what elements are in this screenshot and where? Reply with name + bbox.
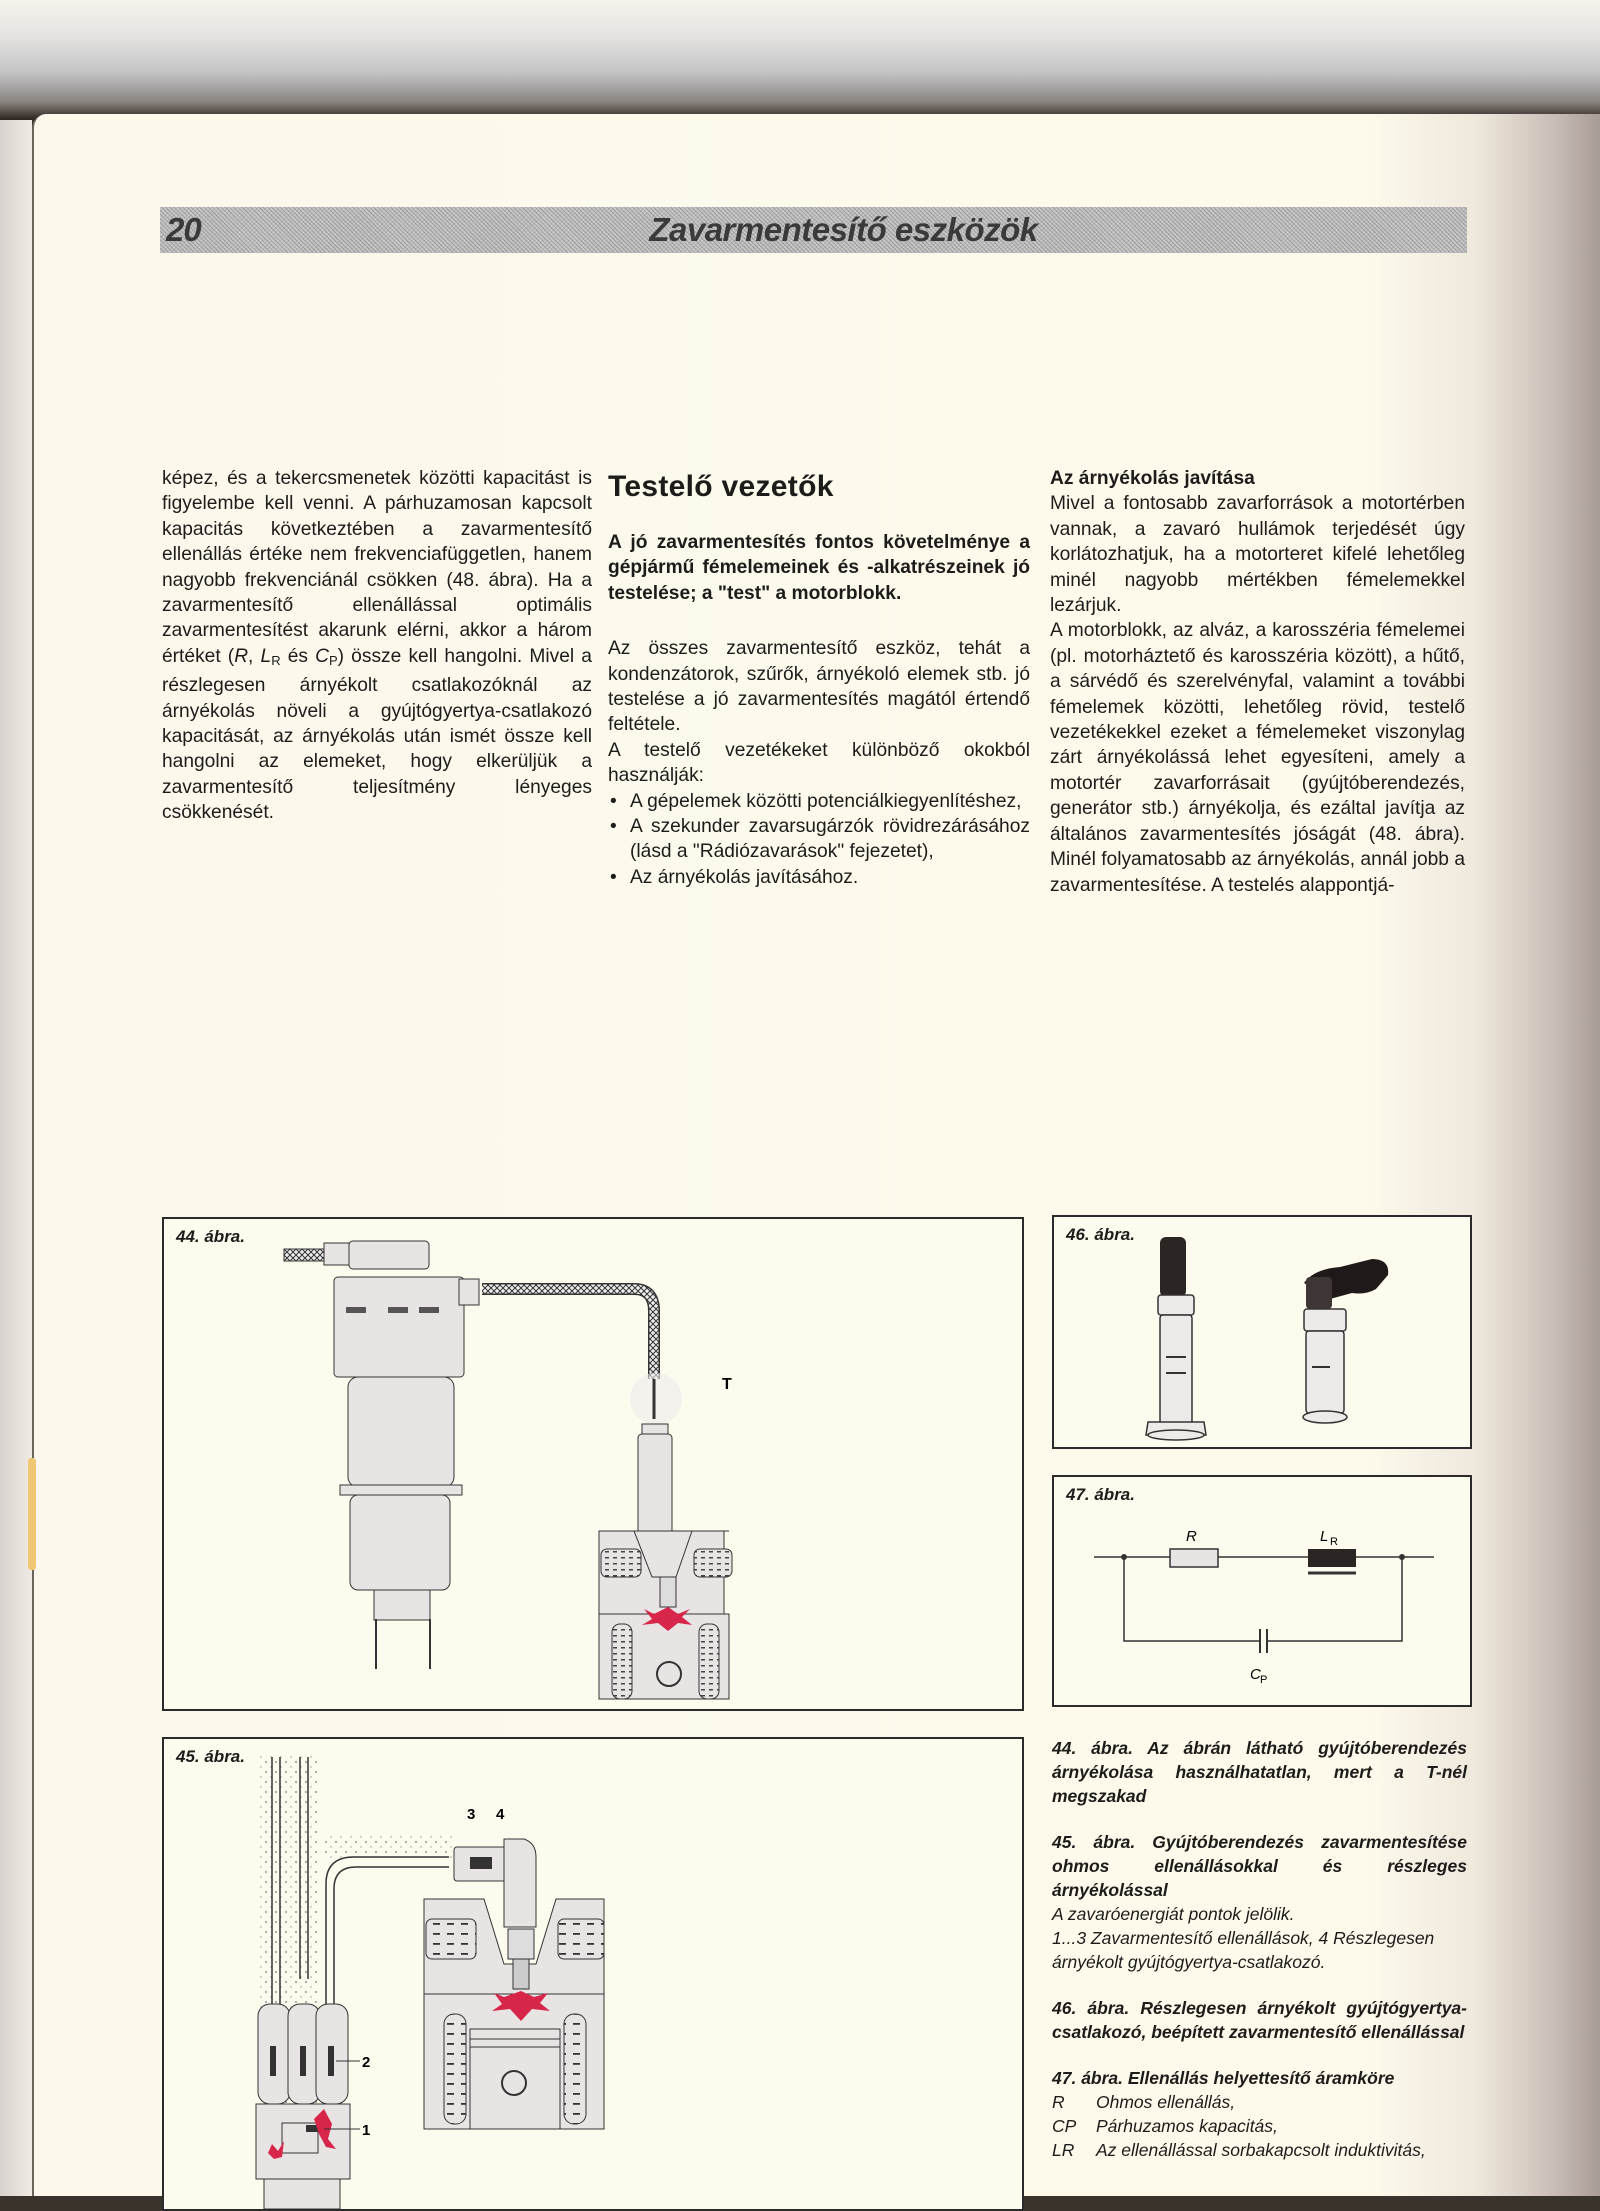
legend-symbol: LR [1052, 2140, 1075, 2160]
suppression-resistors-illustration [164, 1739, 1022, 2209]
figure-label: 45. ábra. [176, 1747, 245, 1766]
marker-t-label: T [722, 1376, 732, 1393]
legend-row [1052, 2114, 1467, 2138]
marker-4: 4 [496, 1806, 505, 1823]
figure-label: 46. ábra. [1066, 1225, 1135, 1244]
section-heading: Testelő vezetők [608, 470, 834, 503]
legend-text: Párhuzamos kapacitás, [1096, 2116, 1278, 2136]
bullet-item: • A szekunder zavarsugárzók rövidrezárásához (lásd a "Rádiózavarások" fejezetet), [608, 814, 1030, 865]
caption-46 [1052, 1996, 1467, 2044]
caption-title: 46. ábra. Részlegesen árnyékolt gyújtógyertya-csatlakozó, beépített zavarmentesítő ellenállással [1052, 1998, 1467, 2042]
text-column-3 [1050, 466, 1465, 898]
caption-47 [1052, 2066, 1467, 2162]
body-paragraph: Az összes zavarmentesítő eszköz, tehát a kondenzátorok, szűrők, árnyékoló elemek stb. jó testelése a jó zavarmentesítés magától értendő feltétele. [608, 638, 1030, 736]
symbol-r: R [234, 645, 249, 667]
caption-note: 1...3 Zavarmentesítő ellenállások, 4 Részlegesen árnyékolt gyújtógyertya-csatlakozó. [1052, 1928, 1435, 1972]
caption-44 [1052, 1736, 1467, 1808]
figure-45 [162, 1737, 1024, 2211]
caption-note: A zavaróenergiát pontok jelölik. [1052, 1904, 1295, 1924]
label-l-sub: R [1330, 1536, 1338, 1548]
legend-text: Ohmos ellenállás, [1096, 2092, 1236, 2112]
symbol-c: C [315, 645, 329, 667]
legend-text: Az ellenállással sorbakapcsolt induktivitás, [1096, 2140, 1426, 2160]
label-r: R [1186, 1528, 1197, 1545]
label-l: L [1320, 1528, 1329, 1545]
equivalent-circuit-diagram [1054, 1477, 1470, 1705]
bullet-item: • Az árnyékolás javításához. [608, 865, 1030, 890]
bullet-list [608, 789, 1030, 891]
subscript-r: R [271, 652, 281, 668]
legend-row [1052, 2090, 1467, 2114]
separator: és [280, 645, 316, 667]
body-paragraph: A motorblokk, az alváz, a karosszéria fémelemei (pl. motorháztető és karosszéria között), a hűtő, a sárvédő és szerelvényfal, valamint a további fémelemek közötti, lehetőleg rövid, testelő vezetékekkel ezeket a fémelemeket viszonylag zárt árnyékolássá lehet egyesíteni, amely a motortér zavarforrásait (gyújtóberendezés, generátor stb.) árnyékolja, és ezáltal javítja az általános zavarmentesítés jóságát (48. ábra). Minél folyamatosabb az árnyékolás, annál jobb a zavarmentesítése. A testelés alappontjá- [1050, 620, 1465, 896]
marker-3: 3 [467, 1806, 476, 1823]
subscript-p: P [328, 652, 338, 668]
figure-captions [1052, 1736, 1467, 2184]
figure-47 [1052, 1475, 1472, 1707]
caption-title: 47. ábra. Ellenállás helyettesítő áramköre [1052, 2068, 1395, 2088]
figure-46 [1052, 1215, 1472, 1449]
legend-symbol: CP [1052, 2116, 1077, 2136]
caption-title: 44. ábra. Az ábrán látható gyújtóberendezés árnyékolása használhatatlan, mert a T-nél megszakad [1052, 1738, 1467, 1806]
marker-2: 2 [362, 2054, 371, 2071]
figure-44 [162, 1217, 1024, 1711]
text-column-1 [162, 466, 592, 826]
body-paragraph: A testelő vezetékeket különböző okokból használják: [608, 739, 1030, 787]
label-c-sub: P [1260, 1674, 1268, 1686]
caption-45 [1052, 1830, 1467, 1974]
margin-highlight-mark [28, 1458, 36, 1570]
marker-1: 1 [362, 2122, 371, 2139]
figure-label: 47. ábra. [1066, 1485, 1135, 1504]
bullet-item: • A gépelemek közötti potenciálkiegyenlítéshez, [608, 789, 1030, 814]
body-paragraph [162, 466, 592, 826]
resistor-symbol [1170, 1549, 1218, 1567]
spark-plug-connectors-illustration [1054, 1217, 1470, 1447]
caption-title: 45. ábra. Gyújtóberendezés zavarmentesítése ohmos ellenállásokkal és részleges árnyékolással [1052, 1832, 1467, 1900]
label-c: C [1250, 1666, 1261, 1683]
text-column-2 [608, 466, 1030, 890]
running-title: Zavarmentesítő eszközök [649, 211, 1038, 248]
body-paragraph: Mivel a fontosabb zavarforrások a motortérben vannak, a zavaró hullámok terjedését úgy korlátozhatjuk, ha a motorteret kifelé lehetőleg minél nagyobb mértékben fémelemekkel lezárjuk. [1050, 493, 1465, 617]
scanner-left-edge [0, 120, 32, 2196]
figure-label: 44. ábra. [176, 1227, 245, 1246]
page-number: 20 [166, 211, 201, 248]
symbol-l: L [260, 645, 272, 667]
paragraph-text: ) össze kell hangolni. Mivel a részlegesen árnyékolt csatlakozóknál az árnyékolás növeli a gyújtógyertya-csatlakozó kapacitását, az árnyékolás után ismét össze kell hangolni az elemeket, hogy elkerüljük a zavarmentesítő teljesítmény lényeges csökkenését. [162, 645, 592, 824]
inductor-symbol [1308, 1549, 1356, 1567]
scanner-top-edge [0, 0, 1600, 120]
lead-paragraph: A jó zavarmentesítés fontos követelménye a gépjármű fémelemeinek és -alkatrészeinek jó testelése; a "test" a motorblokk. [608, 532, 1030, 604]
ignition-shield-illustration [164, 1219, 1022, 1709]
paragraph-text: képez, és a tekercsmenetek közötti kapacitást is figyelembe kell venni. A párhuzamosan kapcsolt kapacitás következtében a zavarmentesítő ellenállás értéke nem frekvenciafüggetlen, hanem nagyobb frekvenciánál csökken (48. ábra). Ha a zavarmentesítő ellenállással optimális zavarmentesítést akarunk elérni, akkor a három értéket ( [162, 468, 592, 667]
legend-row [1052, 2138, 1467, 2162]
subsection-heading: Az árnyékolás javítása [1050, 468, 1255, 489]
running-header [160, 207, 1467, 253]
legend-symbol: R [1052, 2092, 1065, 2112]
separator: , [248, 645, 261, 667]
